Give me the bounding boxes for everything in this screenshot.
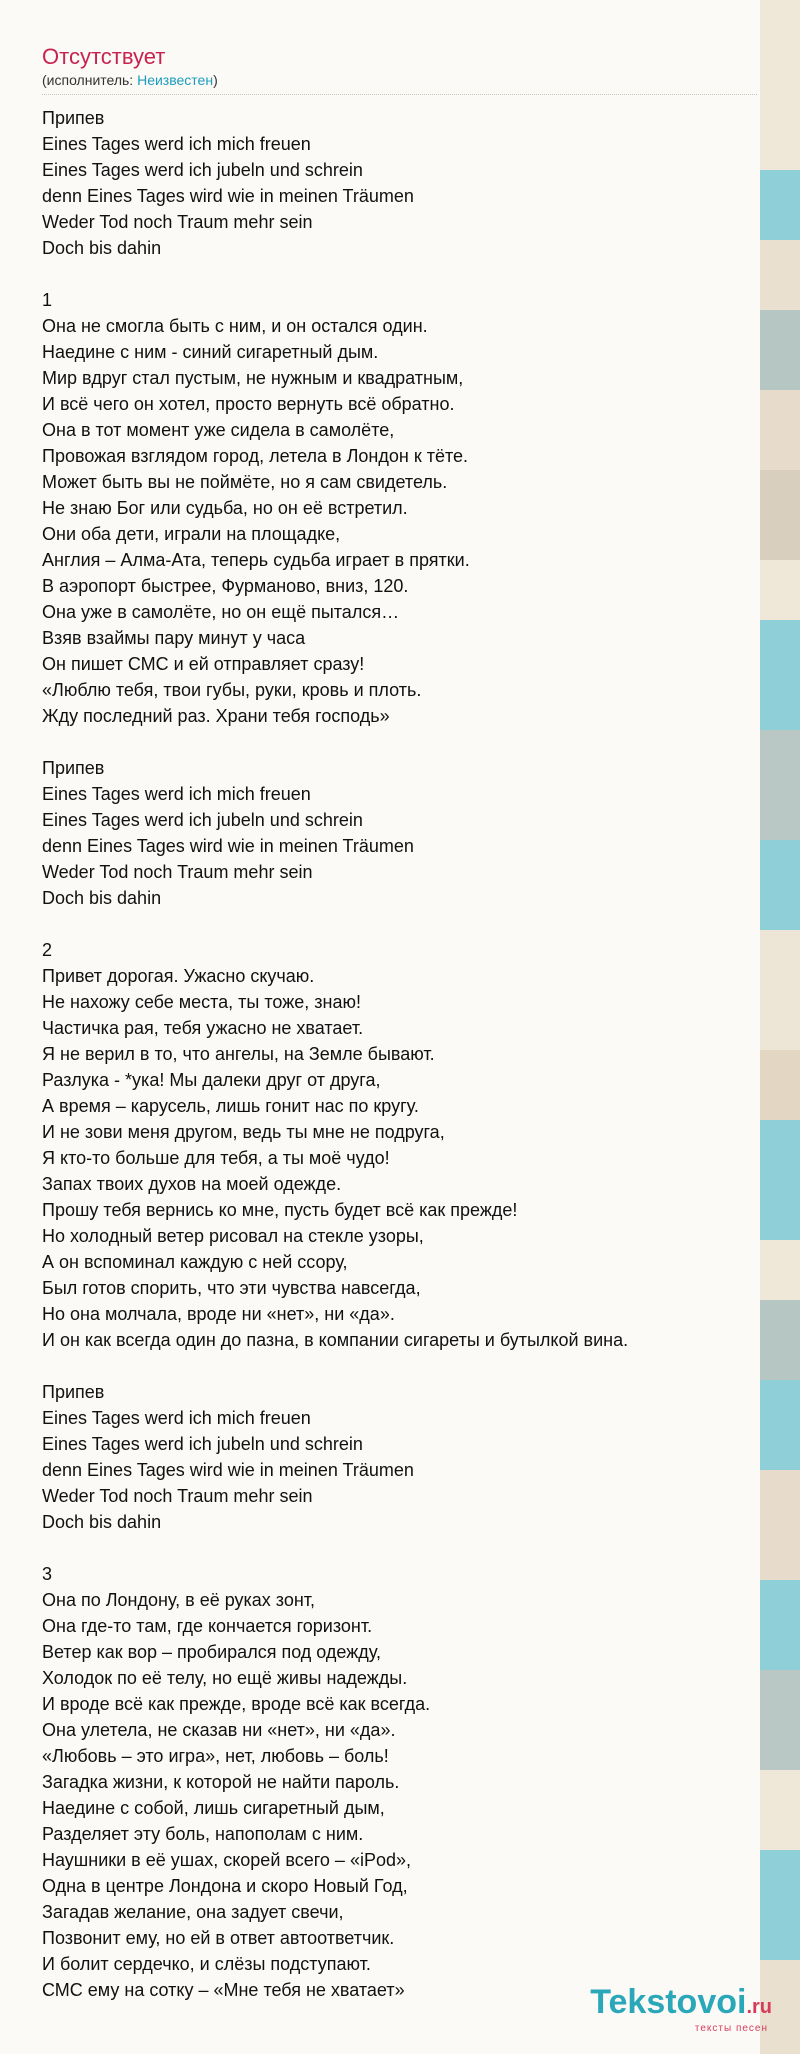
lyric-line: Англия – Алма-Ата, теперь судьба играет в прятки.: [42, 550, 470, 570]
lyric-line: Weder Tod noch Traum mehr sein: [42, 1486, 313, 1506]
lyric-line: Но холодный ветер рисовал на стекле узоры,: [42, 1226, 424, 1246]
lyric-line: Eines Tages werd ich mich freuen: [42, 134, 311, 154]
site-logo[interactable]: [590, 1984, 772, 2034]
lyric-line: Прошу тебя вернись ко мне, пусть будет всё как прежде!: [42, 1200, 518, 1220]
lyrics-body: [42, 105, 757, 2003]
lyric-line: Не знаю Бог или судьба, но он её встретил.: [42, 498, 408, 518]
lyric-line: Частичка рая, тебя ужасно не хватает.: [42, 1018, 364, 1038]
lyric-line: Eines Tages werd ich mich freuen: [42, 784, 311, 804]
lyric-line: «Люблю тебя, твои губы, руки, кровь и плоть.: [42, 680, 422, 700]
lyric-line: Одна в центре Лондона и скоро Новый Год,: [42, 1876, 408, 1896]
lyric-line: Doch bis dahin: [42, 888, 162, 908]
lyric-line: Они оба дети, играли на площадке,: [42, 524, 341, 544]
lyric-line: Weder Tod noch Traum mehr sein: [42, 862, 313, 882]
lyric-line: Запах твоих духов на моей одежде.: [42, 1174, 342, 1194]
lyric-line: Не нахожу себе места, ты тоже, знаю!: [42, 992, 361, 1012]
lyric-line: И болит сердечко, и слёзы подступают.: [42, 1954, 371, 1974]
logo-name: Tekstovoi: [590, 1983, 747, 2021]
lyric-line: Она где-то там, где кончается горизонт.: [42, 1616, 373, 1636]
lyric-line: 3: [42, 1564, 53, 1584]
song-title: Отсутствует: [42, 44, 166, 69]
lyric-line: Она уже в самолёте, но он ещё пытался…: [42, 602, 400, 622]
lyric-line: Eines Tages werd ich jubeln und schrein: [42, 810, 363, 830]
logo-tld: .ru: [746, 1996, 772, 2018]
lyric-line: Загадка жизни, к которой не найти пароль.: [42, 1772, 400, 1792]
lyric-line: Но она молчала, вроде ни «нет», ни «да».: [42, 1304, 395, 1324]
lyric-line: И всё чего он хотел, просто вернуть всё обратно.: [42, 394, 455, 414]
lyric-line: Она по Лондону, в её руках зонт,: [42, 1590, 316, 1610]
lyric-line: [42, 1535, 757, 1561]
lyric-line: Ветер как вор – пробирался под одежду,: [42, 1642, 381, 1662]
lyric-line: Я не верил в то, что ангелы, на Земле бывают.: [42, 1044, 435, 1064]
lyric-line: Холодок по её телу, но ещё живы надежды.: [42, 1668, 408, 1688]
lyric-line: Загадав желание, она задует свечи,: [42, 1902, 344, 1922]
lyric-line: И не зови меня другом, ведь ты мне не подруга,: [42, 1122, 445, 1142]
lyric-line: Припев: [42, 1382, 105, 1402]
lyric-line: Жду последний раз. Храни тебя господь»: [42, 706, 390, 726]
lyric-line: denn Eines Tages wird wie in meinen Träumen: [42, 186, 414, 206]
lyric-line: 2: [42, 940, 53, 960]
lyric-line: Провожая взглядом город, летела в Лондон к тёте.: [42, 446, 469, 466]
lyric-line: Я кто-то больше для тебя, а ты моё чудо!: [42, 1148, 390, 1168]
lyric-line: Doch bis dahin: [42, 1512, 162, 1532]
lyric-line: Наушники в её ушах, скорей всего – «iPod»,: [42, 1850, 411, 1870]
lyric-line: denn Eines Tages wird wie in meinen Träumen: [42, 1460, 414, 1480]
lyric-line: В аэропорт быстрее, Фурманово, вниз, 120.: [42, 576, 409, 596]
song-header: [42, 44, 757, 95]
lyric-line: СМС ему на сотку – «Мне тебя не хватает»: [42, 1980, 405, 2000]
lyric-line: Может быть вы не поймёте, но я сам свидетель.: [42, 472, 448, 492]
lyric-line: Припев: [42, 108, 105, 128]
lyric-line: И он как всегда один до пазна, в компании сигареты и бутылкой вина.: [42, 1330, 629, 1350]
lyric-line: Разлука - *ука! Мы далеки друг от друга,: [42, 1070, 381, 1090]
lyric-line: Eines Tages werd ich jubeln und schrein: [42, 160, 363, 180]
lyric-line: Мир вдруг стал пустым, не нужным и квадратным,: [42, 368, 464, 388]
lyric-line: Наедине с собой, лишь сигаретный дым,: [42, 1798, 385, 1818]
lyric-line: [42, 1353, 757, 1379]
artist-link[interactable]: Неизвестен: [137, 72, 214, 88]
lyric-line: denn Eines Tages wird wie in meinen Träumen: [42, 836, 414, 856]
lyric-line: Был готов спорить, что эти чувства навсегда,: [42, 1278, 421, 1298]
lyric-line: [42, 911, 757, 937]
lyric-line: И вроде всё как прежде, вроде всё как всегда.: [42, 1694, 431, 1714]
lyric-line: Наедине с ним - синий сигаретный дым.: [42, 342, 379, 362]
lyric-line: Привет дорогая. Ужасно скучаю.: [42, 966, 315, 986]
lyric-line: Он пишет СМС и ей отправляет сразу!: [42, 654, 365, 674]
artist-prefix: (исполнитель:: [42, 72, 138, 88]
lyric-line: [42, 261, 757, 287]
lyric-line: Doch bis dahin: [42, 238, 162, 258]
logo-tagline: тексты песен: [694, 2023, 768, 2034]
lyric-line: Взяв взаймы пару минут у часа: [42, 628, 306, 648]
lyric-line: А он вспоминал каждую с ней ссору,: [42, 1252, 348, 1272]
lyric-line: Она улетела, не сказав ни «нет», ни «да».: [42, 1720, 396, 1740]
lyric-line: Она не смогла быть с ним, и он остался один.: [42, 316, 428, 336]
logo-wordmark: [590, 1984, 772, 2025]
lyric-line: Она в тот момент уже сидела в самолёте,: [42, 420, 395, 440]
lyric-line: Позвонит ему, но ей в ответ автоответчик.: [42, 1928, 395, 1948]
lyric-line: Weder Tod noch Traum mehr sein: [42, 212, 313, 232]
lyric-line: Разделяет эту боль, напополам с ним.: [42, 1824, 364, 1844]
lyric-line: 1: [42, 290, 53, 310]
lyric-line: Припев: [42, 758, 105, 778]
lyric-line: А время – карусель, лишь гонит нас по кругу.: [42, 1096, 419, 1116]
lyric-line: [42, 729, 757, 755]
lyric-line: Eines Tages werd ich mich freuen: [42, 1408, 311, 1428]
artist-suffix: ): [213, 72, 218, 88]
lyric-line: Eines Tages werd ich jubeln und schrein: [42, 1434, 363, 1454]
lyric-line: «Любовь – это игра», нет, любовь – боль!: [42, 1746, 389, 1766]
artist-line: [42, 72, 757, 95]
